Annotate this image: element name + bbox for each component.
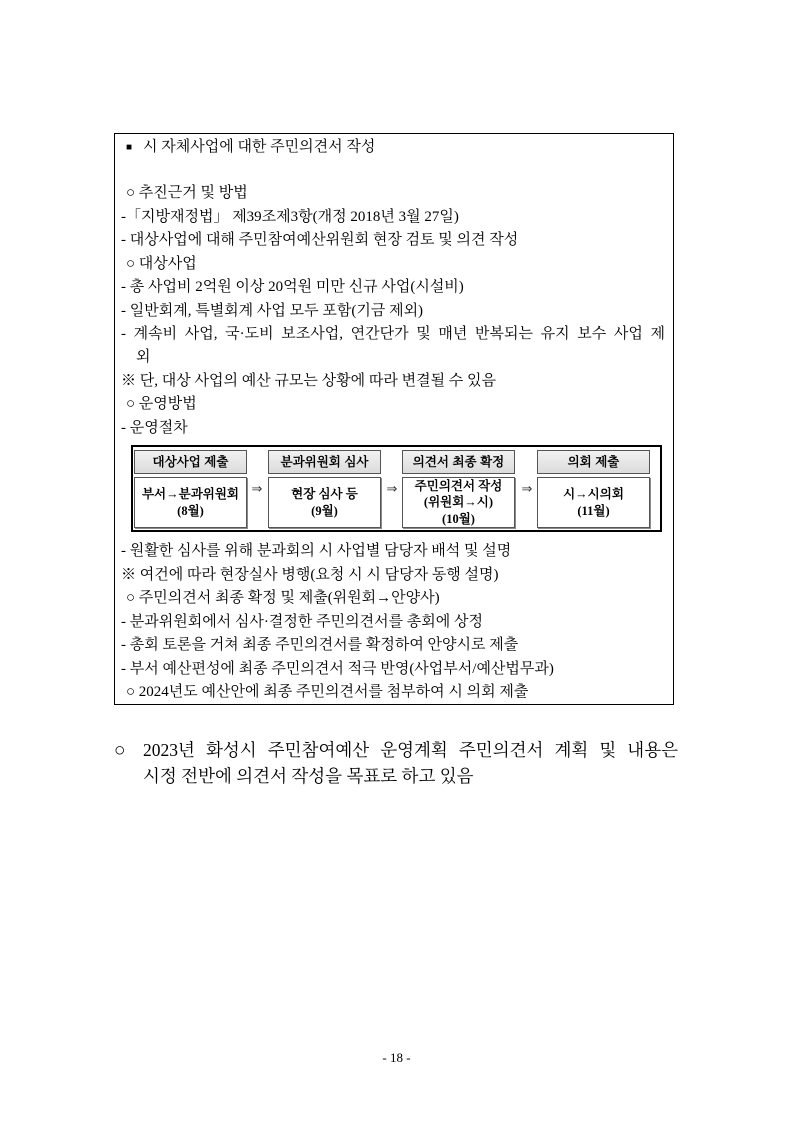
double-arrow-icon: ⇒ — [521, 482, 533, 497]
flow-step-text: 주민의견서 작성 — [414, 478, 503, 493]
circle-bullet-icon: ○ — [114, 740, 126, 761]
list-item: - 대상사업에 대해 주민참여예산위원회 현장 검토 및 의견 작성 — [121, 232, 519, 248]
double-arrow-icon: ⇒ — [386, 482, 398, 497]
flow-step-month: (9월) — [311, 503, 338, 518]
list-item: - 총 사업비 2억원 이상 20억원 미만 신규 사업(시설비) — [121, 279, 464, 295]
flow-step-text: (위원회→시) — [423, 495, 494, 510]
list-item: - 운영절차 — [121, 420, 188, 436]
flow-step-month: (8월) — [177, 503, 204, 518]
list-item-continuation: 외 — [136, 349, 151, 365]
flow-step-text: 현장 심사 등 — [291, 487, 358, 501]
flow-step-month: (11월) — [577, 503, 610, 518]
flow-step — [402, 447, 515, 530]
list-item: - 원활한 심사를 위해 분과회의 시 사업별 담당자 배석 및 설명 — [121, 543, 512, 559]
paragraph-line: 시정 전반에 의견서 작성을 목표로 하고 있음 — [143, 766, 474, 786]
section-heading: ○ 2024년도 예산안에 최종 주민의견서를 첨부하여 시 의회 제출 — [126, 684, 529, 700]
flow-step-month: (10월) — [442, 511, 475, 526]
flow-step-body — [268, 477, 381, 528]
flow-step-header: 의회 제출 — [537, 450, 650, 474]
page-number: - 18 - — [382, 1050, 411, 1065]
box-title-text: 시 자체사업에 대한 주민의견서 작성 — [143, 139, 376, 155]
flow-step-header: 의견서 최종 확정 — [402, 450, 515, 474]
list-item: - 계속비 사업, 국·도비 보조사업, 연간단가 및 매년 반복되는 유지 보수 사업 제 — [121, 326, 665, 342]
flow-step-text: 부서→분과위원회 — [141, 487, 240, 501]
list-item: - 총회 토론을 거쳐 최종 주민의견서를 확정하여 안양시로 제출 — [121, 637, 519, 653]
list-item: - 분과위원회에서 심사·결정한 주민의견서를 총회에 상정 — [121, 614, 484, 630]
list-item: - 일반회계, 특별회계 사업 모두 포함(기금 제외) — [121, 303, 424, 319]
flow-step-header: 분과위원회 심사 — [268, 450, 381, 474]
list-item: -「지방재정법」 제39조제3항(개정 2018년 3월 27일) — [121, 209, 459, 225]
square-bullet-icon: ■ — [126, 142, 133, 153]
section-heading: ○ 주민의견서 최종 확정 및 제출(위원회→안양사) — [126, 590, 440, 606]
flow-step — [537, 447, 650, 530]
list-item: - 부서 예산편성에 최종 주민의견서 적극 반영(사업부서/예산법무과) — [121, 661, 554, 677]
double-arrow-icon: ⇒ — [251, 482, 263, 497]
procedure-flow-diagram — [131, 445, 662, 532]
section-heading: ○ 대상사업 — [126, 256, 197, 272]
section-heading: ○ 추진근거 및 방법 — [126, 185, 248, 201]
flow-step — [268, 447, 381, 530]
flow-step-body — [134, 477, 247, 528]
content-box — [114, 133, 674, 705]
flow-step-body — [537, 477, 650, 528]
section-heading: ○ 운영방법 — [126, 396, 197, 412]
note-line: ※ 단, 대상 사업의 예산 규모는 상황에 따라 변결될 수 있음 — [121, 373, 497, 389]
flow-step — [134, 447, 247, 530]
paragraph-line: 2023년 화성시 주민참여예산 운영계획 주민의견서 계획 및 내용은 — [143, 740, 678, 760]
flow-step-body — [402, 477, 515, 528]
note-line: ※ 여건에 따라 현장실사 병행(요청 시 시 담당자 동행 설명) — [121, 567, 499, 583]
box-title — [126, 137, 375, 157]
flow-step-text: 시→시의회 — [563, 487, 624, 501]
flow-step-header: 대상사업 제출 — [134, 450, 247, 474]
